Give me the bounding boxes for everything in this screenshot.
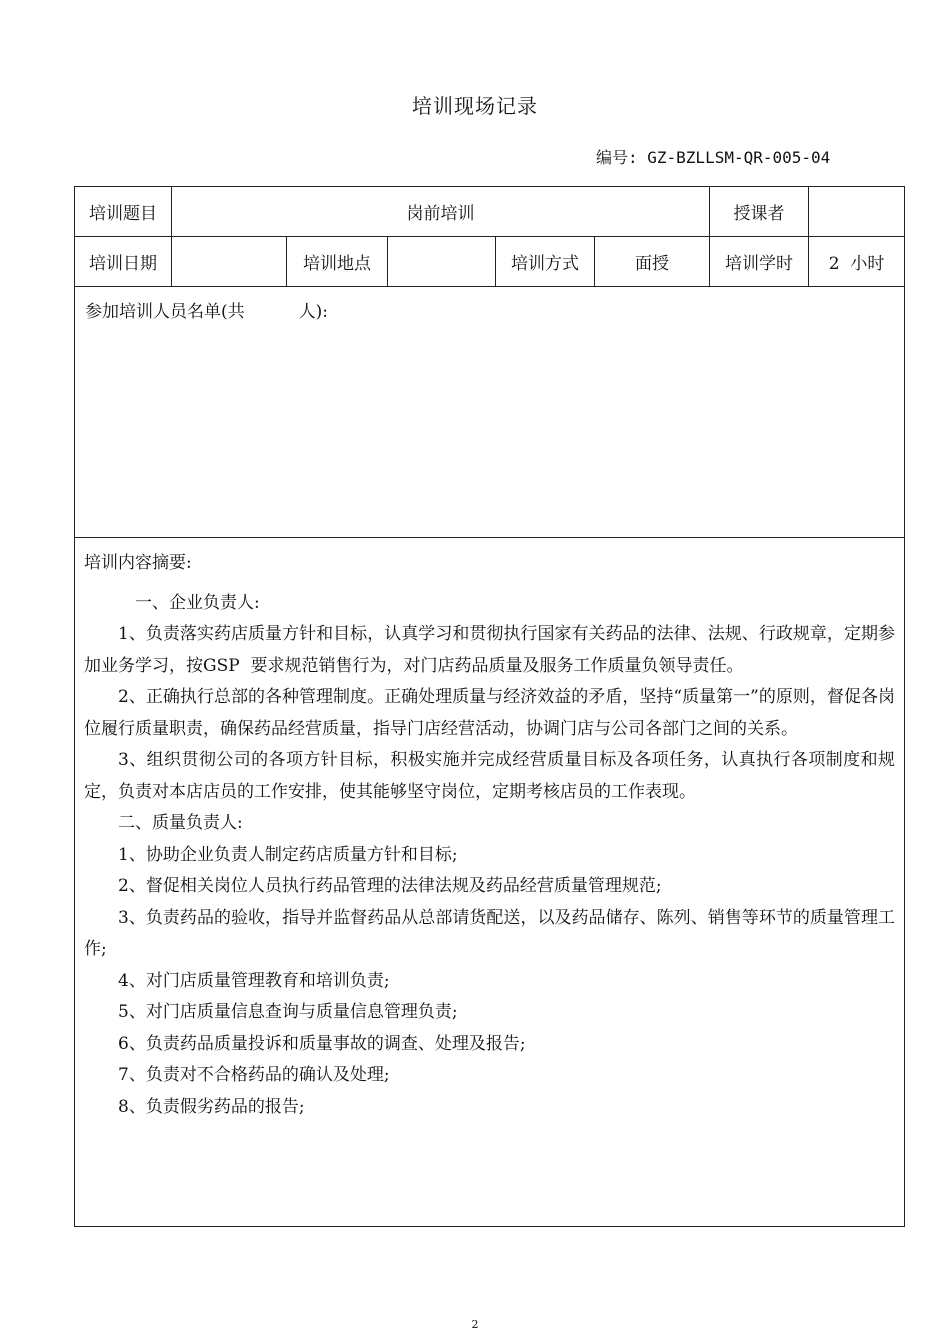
lecturer-value bbox=[809, 187, 905, 237]
date-label: 培训日期 bbox=[75, 237, 172, 287]
section-item: 1、协助企业负责人制定药店质量方针和目标; bbox=[118, 844, 458, 865]
date-value bbox=[172, 237, 287, 287]
table-row-topic bbox=[75, 187, 905, 237]
topic-label: 培训题目 bbox=[75, 187, 172, 237]
hours-value: 2 小时 bbox=[809, 237, 905, 287]
method-value: 面授 bbox=[595, 237, 710, 287]
section-item: 5、对门店质量信息查询与质量信息管理负责; bbox=[118, 1002, 458, 1022]
section-heading: 一、企业负责人: bbox=[135, 592, 260, 613]
section-item: 4、对门店质量管理教育和培训负责; bbox=[118, 970, 390, 991]
document-number: 编号: GZ-BZLLSM-QR-005-04 bbox=[596, 148, 831, 167]
content-label: 培训内容摘要: bbox=[84, 553, 192, 573]
method-label: 培训方式 bbox=[496, 237, 595, 287]
section-item: 3、负责药品的验收，指导并监督药品从总部请货配送，以及药品储存、陈列、销售等环节的质量管理工作; bbox=[84, 907, 896, 959]
section-item: 8、负责假劣药品的报告; bbox=[118, 1096, 305, 1117]
attendees-label: 参加培训人员名单(共 人): bbox=[85, 302, 329, 322]
section-item: 2、督促相关岗位人员执行药品管理的法律法规及药品经营质量管理规范; bbox=[118, 876, 662, 896]
section-item: 2、正确执行总部的各种管理制度。正确处理质量与经济效益的矛盾，坚持“质量第一”的原则，督促各岗位履行质量职责，确保药品经营质量，指导门店经营活动，协调门店与公司各部门之间的关系。 bbox=[84, 687, 896, 739]
topic-value: 岗前培训 bbox=[172, 187, 710, 237]
lecturer-label: 授课者 bbox=[710, 187, 809, 237]
location-value bbox=[388, 237, 496, 287]
content-cell bbox=[75, 538, 905, 1227]
attendees-cell bbox=[75, 287, 905, 538]
section-item: 1、负责落实药店质量方针和目标，认真学习和贯彻执行国家有关药品的法律、法规、行政规章，定期参加业务学习，按GSP 要求规范销售行为，对门店药品质量及服务工作质量负领导责任。 bbox=[84, 624, 896, 676]
table-row-details bbox=[75, 237, 905, 287]
page-number: 2 bbox=[471, 1318, 479, 1331]
location-label: 培训地点 bbox=[287, 237, 388, 287]
section-heading: 二、质量负责人: bbox=[118, 813, 243, 833]
section-item: 6、负责药品质量投诉和质量事故的调查、处理及报告; bbox=[118, 1033, 526, 1054]
content-body bbox=[75, 538, 904, 1123]
hours-label: 培训学时 bbox=[710, 237, 809, 287]
section-item: 3、组织贯彻公司的各项方针目标，积极实施并完成经营质量目标及各项任务，认真执行各项制度和规定，负责对本店店员的工作安排，使其能够坚守岗位，定期考核店员的工作表现。 bbox=[84, 750, 896, 802]
table-row-content bbox=[75, 538, 905, 1227]
training-record-table bbox=[74, 186, 905, 1227]
table-row-attendees bbox=[75, 287, 905, 538]
page-title: 培训现场记录 bbox=[412, 94, 538, 118]
section-item: 7、负责对不合格药品的确认及处理; bbox=[118, 1065, 390, 1085]
